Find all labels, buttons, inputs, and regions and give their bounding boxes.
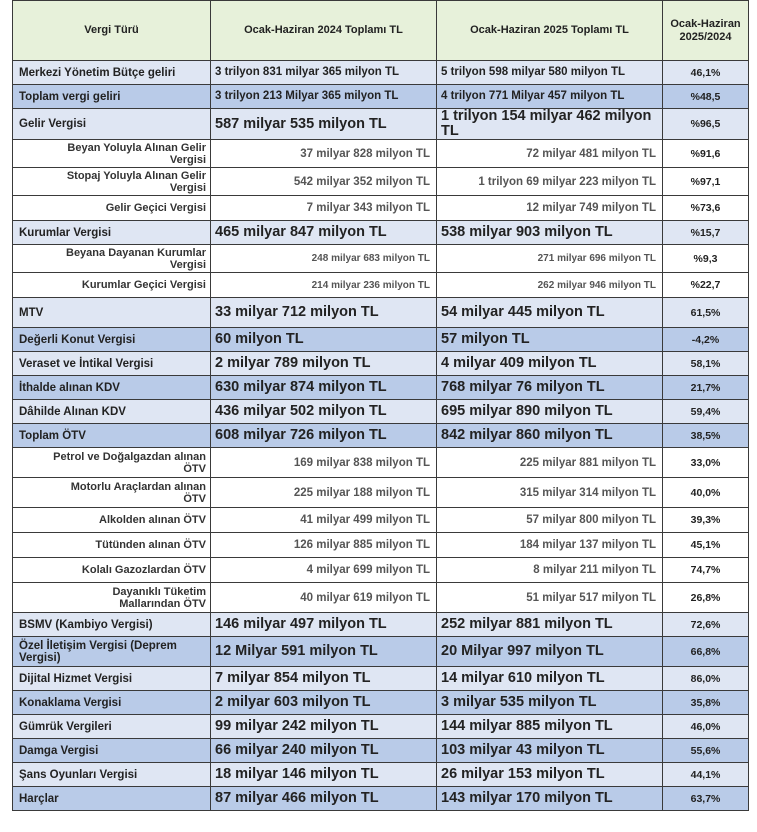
tax-type-cell: Dayanıklı Tüketim Mallarından ÖTV — [13, 583, 211, 613]
tax-type-cell: Beyana Dayanan Kurumlar Vergisi — [13, 245, 211, 273]
value-2025-cell: 768 milyar 76 milyon TL — [437, 376, 663, 400]
table-row — [13, 763, 749, 787]
tax-type-cell: Kurumlar Vergisi — [13, 221, 211, 245]
change-ratio-cell: 59,4% — [663, 400, 749, 424]
value-2025-cell: 12 milyar 749 milyon TL — [437, 196, 663, 221]
value-2024-cell: 126 milyar 885 milyon TL — [211, 533, 437, 558]
value-2024-cell: 2 milyar 603 milyon TL — [211, 691, 437, 715]
table-header — [13, 1, 749, 61]
value-2024-cell: 87 milyar 466 milyon TL — [211, 787, 437, 811]
table-row — [13, 61, 749, 85]
header-tax-type: Vergi Türü — [13, 1, 211, 61]
table-row — [13, 85, 749, 109]
value-2024-cell: 248 milyar 683 milyon TL — [211, 245, 437, 273]
change-ratio-cell: %9,3 — [663, 245, 749, 273]
table-row — [13, 448, 749, 478]
table-row — [13, 508, 749, 533]
header-change-ratio: Ocak-Haziran 2025/2024 — [663, 1, 749, 61]
table-row — [13, 352, 749, 376]
value-2024-cell: 630 milyar 874 milyon TL — [211, 376, 437, 400]
value-2024-cell: 60 milyon TL — [211, 328, 437, 352]
change-ratio-cell: 86,0% — [663, 667, 749, 691]
tax-type-cell: Merkezi Yönetim Bütçe geliri — [13, 61, 211, 85]
header-2024-total: Ocak-Haziran 2024 Toplamı TL — [211, 1, 437, 61]
change-ratio-cell: %96,5 — [663, 109, 749, 140]
table-body — [13, 61, 749, 811]
value-2024-cell: 7 milyar 343 milyon TL — [211, 196, 437, 221]
value-2025-cell: 1 trilyon 69 milyar 223 milyon TL — [437, 168, 663, 196]
table-row — [13, 109, 749, 140]
change-ratio-cell: 21,7% — [663, 376, 749, 400]
change-ratio-cell: %91,6 — [663, 140, 749, 168]
change-ratio-cell: 45,1% — [663, 533, 749, 558]
value-2025-cell: 184 milyar 137 milyon TL — [437, 533, 663, 558]
change-ratio-cell: -4,2% — [663, 328, 749, 352]
value-2024-cell: 2 milyar 789 milyon TL — [211, 352, 437, 376]
value-2025-cell: 143 milyar 170 milyon TL — [437, 787, 663, 811]
value-2024-cell: 3 trilyon 213 Milyar 365 milyon TL — [211, 85, 437, 109]
value-2025-cell: 538 milyar 903 milyon TL — [437, 221, 663, 245]
change-ratio-cell: 55,6% — [663, 739, 749, 763]
header-row — [13, 1, 749, 61]
change-ratio-cell: 63,7% — [663, 787, 749, 811]
change-ratio-cell: 46,1% — [663, 61, 749, 85]
tax-type-cell: Kolalı Gazozlardan ÖTV — [13, 558, 211, 583]
value-2025-cell: 842 milyar 860 milyon TL — [437, 424, 663, 448]
table-row — [13, 637, 749, 667]
value-2025-cell: 262 milyar 946 milyon TL — [437, 273, 663, 298]
value-2025-cell: 103 milyar 43 milyon TL — [437, 739, 663, 763]
tax-type-cell: Toplam vergi geliri — [13, 85, 211, 109]
tax-type-cell: Stopaj Yoluyla Alınan Gelir Vergisi — [13, 168, 211, 196]
tax-type-cell: Motorlu Araçlardan alınan ÖTV — [13, 478, 211, 508]
table-row — [13, 400, 749, 424]
table-row — [13, 613, 749, 637]
value-2024-cell: 33 milyar 712 milyon TL — [211, 298, 437, 328]
value-2024-cell: 587 milyar 535 milyon TL — [211, 109, 437, 140]
table-row — [13, 298, 749, 328]
table-row — [13, 273, 749, 298]
value-2025-cell: 72 milyar 481 milyon TL — [437, 140, 663, 168]
tax-type-cell: Özel İletişim Vergisi (Deprem Vergisi) — [13, 637, 211, 667]
change-ratio-cell: %97,1 — [663, 168, 749, 196]
value-2024-cell: 169 milyar 838 milyon TL — [211, 448, 437, 478]
tax-type-cell: Damga Vergisi — [13, 739, 211, 763]
value-2025-cell: 144 milyar 885 milyon TL — [437, 715, 663, 739]
value-2025-cell: 4 milyar 409 milyon TL — [437, 352, 663, 376]
change-ratio-cell: 46,0% — [663, 715, 749, 739]
value-2025-cell: 1 trilyon 154 milyar 462 milyon TL — [437, 109, 663, 140]
table-row — [13, 140, 749, 168]
tax-type-cell: Gelir Vergisi — [13, 109, 211, 140]
value-2024-cell: 436 milyar 502 milyon TL — [211, 400, 437, 424]
table-row — [13, 168, 749, 196]
value-2025-cell: 20 Milyar 997 milyon TL — [437, 637, 663, 667]
value-2024-cell: 214 milyar 236 milyon TL — [211, 273, 437, 298]
tax-type-cell: BSMV (Kambiyo Vergisi) — [13, 613, 211, 637]
change-ratio-cell: 26,8% — [663, 583, 749, 613]
header-2025-total: Ocak-Haziran 2025 Toplamı TL — [437, 1, 663, 61]
tax-type-cell: Değerli Konut Vergisi — [13, 328, 211, 352]
table-row — [13, 328, 749, 352]
tax-type-cell: Harçlar — [13, 787, 211, 811]
table-row — [13, 376, 749, 400]
tax-type-cell: İthalde alınan KDV — [13, 376, 211, 400]
value-2025-cell: 57 milyon TL — [437, 328, 663, 352]
value-2024-cell: 4 milyar 699 milyon TL — [211, 558, 437, 583]
tax-type-cell: Alkolden alınan ÖTV — [13, 508, 211, 533]
tax-type-cell: Gelir Geçici Vergisi — [13, 196, 211, 221]
value-2024-cell: 7 milyar 854 milyon TL — [211, 667, 437, 691]
value-2024-cell: 225 milyar 188 milyon TL — [211, 478, 437, 508]
change-ratio-cell: 33,0% — [663, 448, 749, 478]
table-row — [13, 787, 749, 811]
value-2024-cell: 18 milyar 146 milyon TL — [211, 763, 437, 787]
value-2024-cell: 99 milyar 242 milyon TL — [211, 715, 437, 739]
tax-type-cell: Veraset ve İntikal Vergisi — [13, 352, 211, 376]
change-ratio-cell: 74,7% — [663, 558, 749, 583]
value-2024-cell: 41 milyar 499 milyon TL — [211, 508, 437, 533]
tax-type-cell: Şans Oyunları Vergisi — [13, 763, 211, 787]
tax-revenue-table — [12, 0, 749, 811]
table-row — [13, 715, 749, 739]
tax-type-cell: Toplam ÖTV — [13, 424, 211, 448]
value-2025-cell: 5 trilyon 598 milyar 580 milyon TL — [437, 61, 663, 85]
tax-type-cell: Kurumlar Geçici Vergisi — [13, 273, 211, 298]
change-ratio-cell: 44,1% — [663, 763, 749, 787]
change-ratio-cell: 35,8% — [663, 691, 749, 715]
table-row — [13, 667, 749, 691]
value-2025-cell: 8 milyar 211 milyon TL — [437, 558, 663, 583]
change-ratio-cell: %22,7 — [663, 273, 749, 298]
tax-type-cell: Dâhilde Alınan KDV — [13, 400, 211, 424]
table-row — [13, 196, 749, 221]
value-2025-cell: 271 milyar 696 milyon TL — [437, 245, 663, 273]
table-row — [13, 583, 749, 613]
change-ratio-cell: 39,3% — [663, 508, 749, 533]
value-2025-cell: 225 milyar 881 milyon TL — [437, 448, 663, 478]
table-row — [13, 739, 749, 763]
value-2024-cell: 66 milyar 240 milyon TL — [211, 739, 437, 763]
value-2024-cell: 3 trilyon 831 milyar 365 milyon TL — [211, 61, 437, 85]
value-2025-cell: 315 milyar 314 milyon TL — [437, 478, 663, 508]
change-ratio-cell: 58,1% — [663, 352, 749, 376]
tax-type-cell: Tütünden alınan ÖTV — [13, 533, 211, 558]
value-2024-cell: 608 milyar 726 milyon TL — [211, 424, 437, 448]
change-ratio-cell: 40,0% — [663, 478, 749, 508]
tax-type-cell: Konaklama Vergisi — [13, 691, 211, 715]
table-row — [13, 424, 749, 448]
tax-type-cell: Dijital Hizmet Vergisi — [13, 667, 211, 691]
value-2025-cell: 3 milyar 535 milyon TL — [437, 691, 663, 715]
value-2024-cell: 146 milyar 497 milyon TL — [211, 613, 437, 637]
change-ratio-cell: %73,6 — [663, 196, 749, 221]
change-ratio-cell: %48,5 — [663, 85, 749, 109]
tax-type-cell: Petrol ve Doğalgazdan alınan ÖTV — [13, 448, 211, 478]
change-ratio-cell: %15,7 — [663, 221, 749, 245]
change-ratio-cell: 38,5% — [663, 424, 749, 448]
value-2025-cell: 51 milyar 517 milyon TL — [437, 583, 663, 613]
table-row — [13, 558, 749, 583]
table-row — [13, 533, 749, 558]
tax-type-cell: MTV — [13, 298, 211, 328]
change-ratio-cell: 72,6% — [663, 613, 749, 637]
table-row — [13, 691, 749, 715]
value-2024-cell: 12 Milyar 591 milyon TL — [211, 637, 437, 667]
value-2025-cell: 26 milyar 153 milyon TL — [437, 763, 663, 787]
change-ratio-cell: 66,8% — [663, 637, 749, 667]
value-2025-cell: 252 milyar 881 milyon TL — [437, 613, 663, 637]
tax-type-cell: Gümrük Vergileri — [13, 715, 211, 739]
value-2025-cell: 14 milyar 610 milyon TL — [437, 667, 663, 691]
value-2025-cell: 54 milyar 445 milyon TL — [437, 298, 663, 328]
table-row — [13, 245, 749, 273]
value-2024-cell: 40 milyar 619 milyon TL — [211, 583, 437, 613]
value-2024-cell: 465 milyar 847 milyon TL — [211, 221, 437, 245]
value-2025-cell: 695 milyar 890 milyon TL — [437, 400, 663, 424]
value-2024-cell: 37 milyar 828 milyon TL — [211, 140, 437, 168]
change-ratio-cell: 61,5% — [663, 298, 749, 328]
value-2025-cell: 57 milyar 800 milyon TL — [437, 508, 663, 533]
value-2024-cell: 542 milyar 352 milyon TL — [211, 168, 437, 196]
table-row — [13, 478, 749, 508]
tax-type-cell: Beyan Yoluyla Alınan Gelir Vergisi — [13, 140, 211, 168]
table-row — [13, 221, 749, 245]
value-2025-cell: 4 trilyon 771 Milyar 457 milyon TL — [437, 85, 663, 109]
